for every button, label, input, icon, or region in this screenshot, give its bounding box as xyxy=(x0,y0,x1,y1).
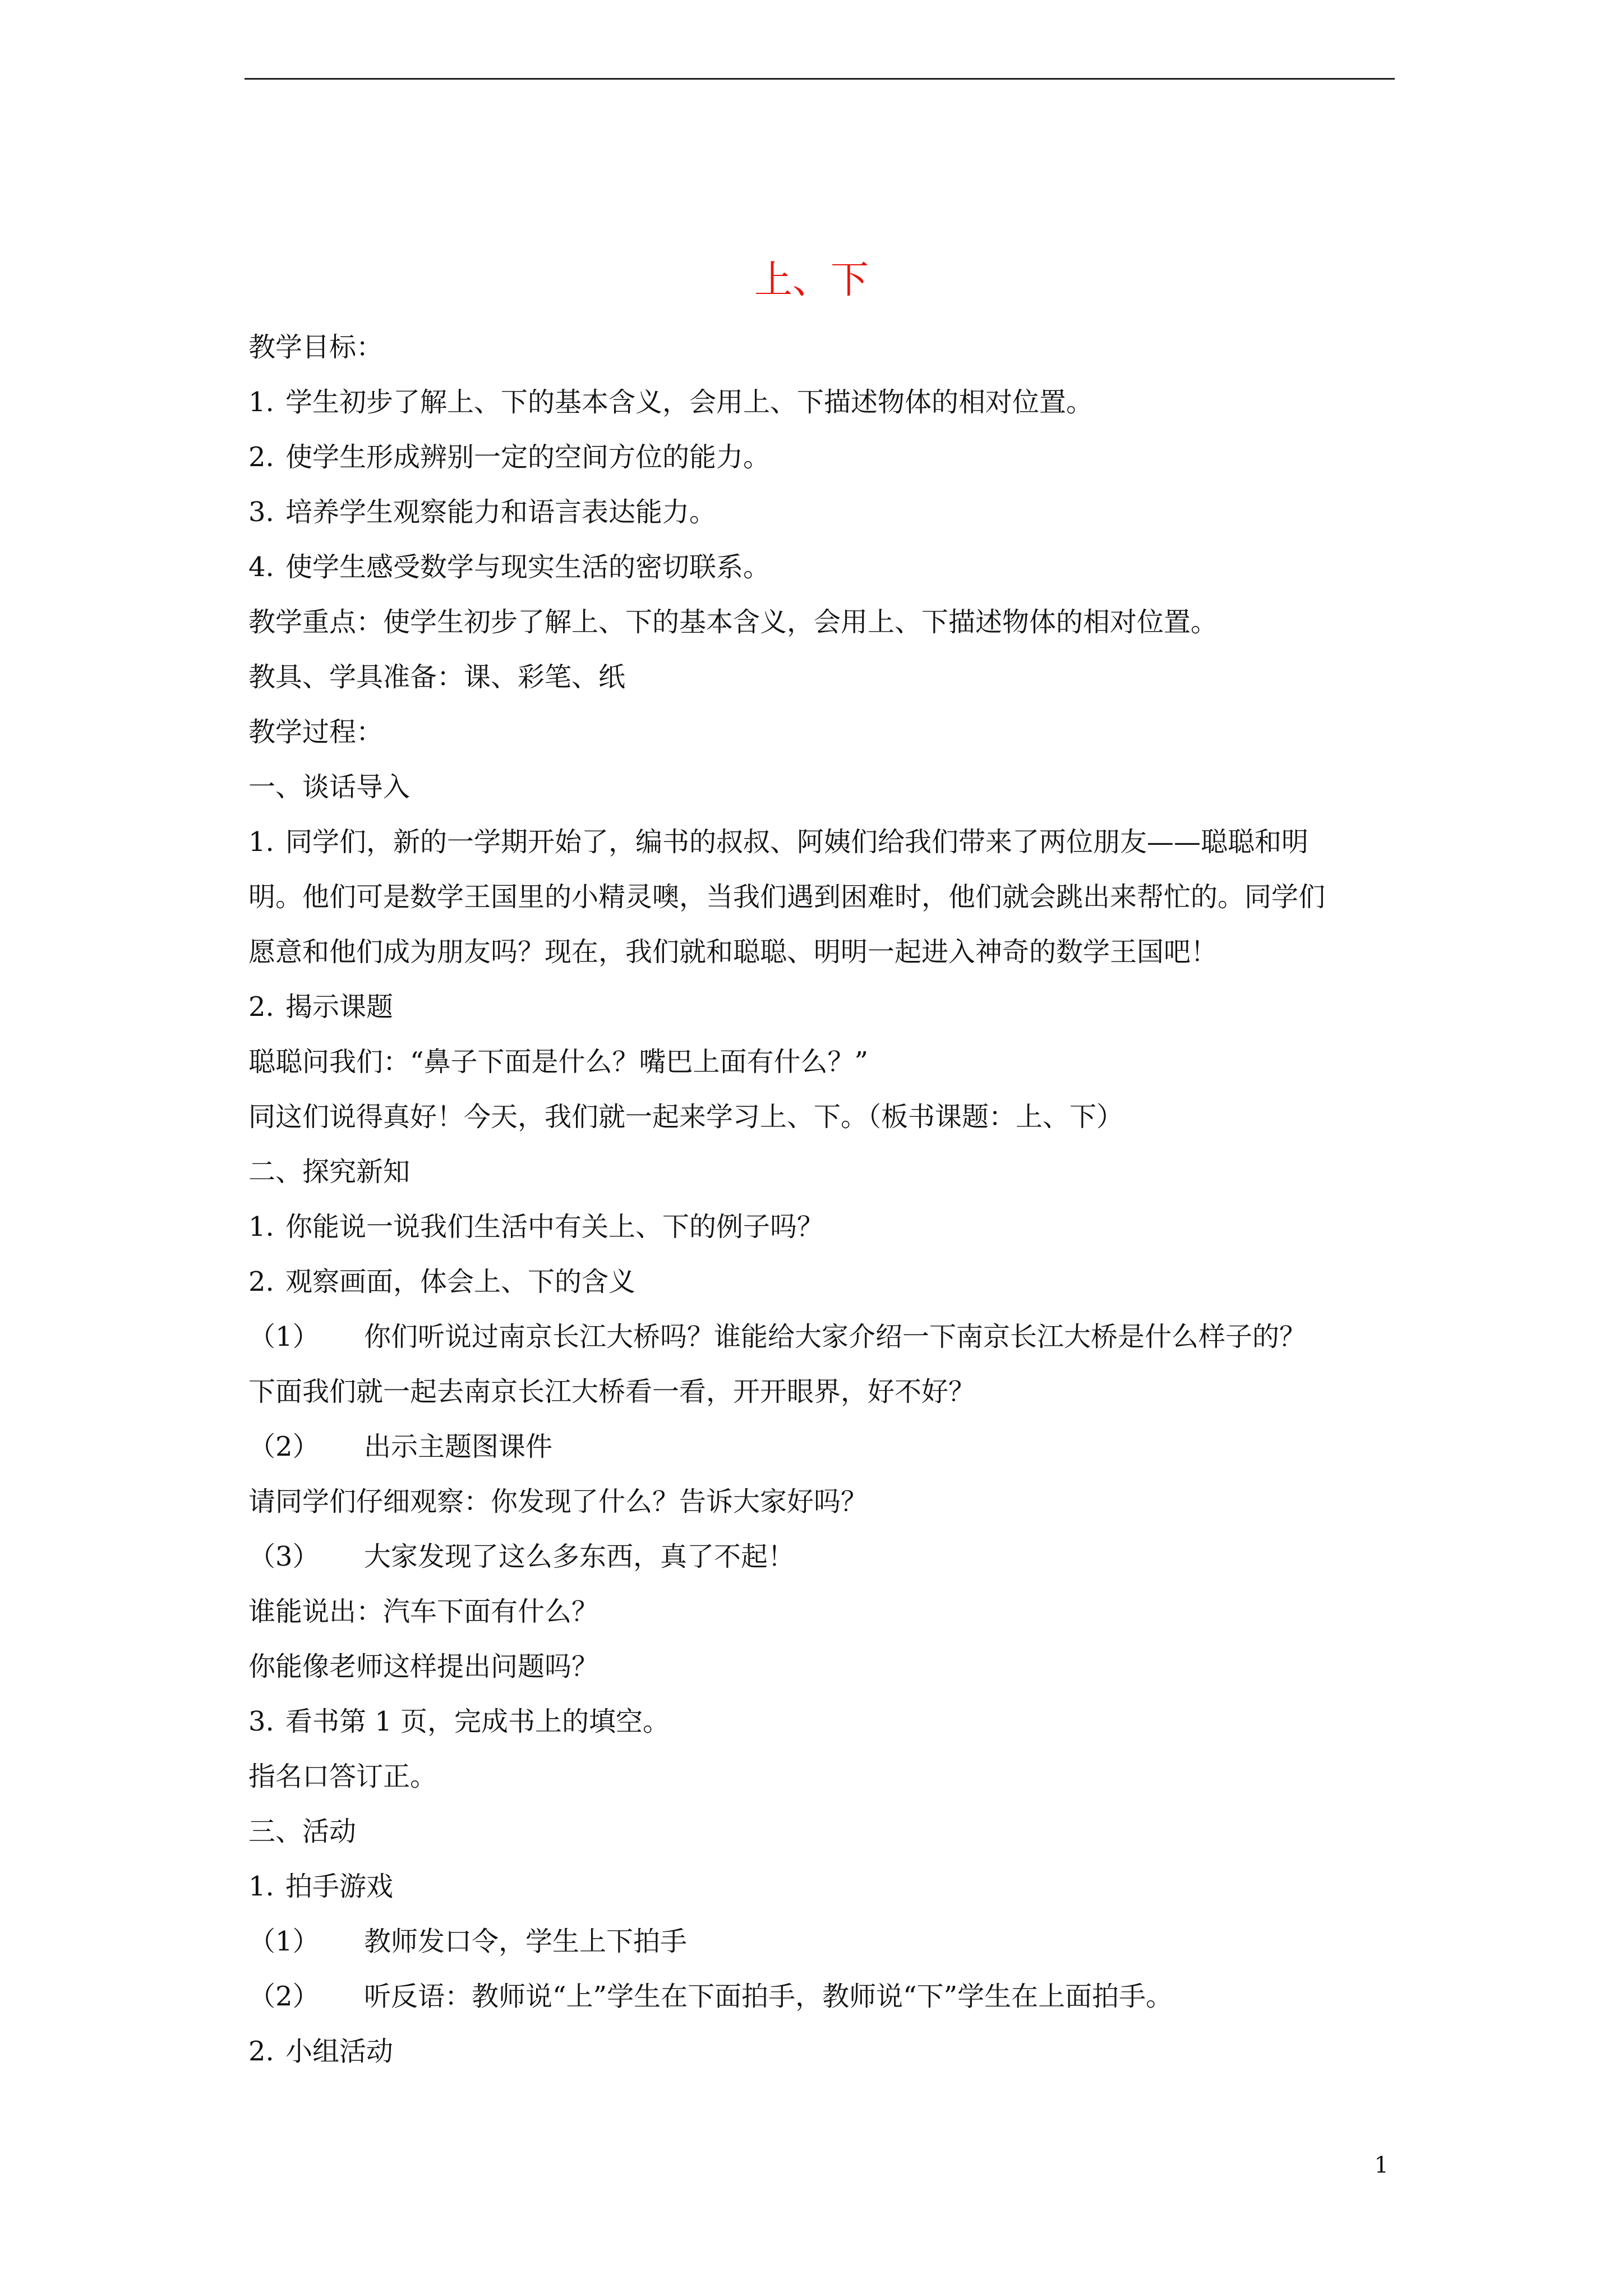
text-line xyxy=(248,869,1393,924)
line-text: 三、活动 xyxy=(248,1816,357,1847)
text-line xyxy=(248,1914,1393,1969)
text-line xyxy=(248,1144,1393,1199)
text-line xyxy=(248,815,1393,869)
text-line xyxy=(248,375,1393,430)
document-body xyxy=(248,320,1393,2079)
text-line xyxy=(248,1254,1393,1309)
text-line xyxy=(248,2024,1393,2079)
line-text: 请同学们仔细观察：你发现了什么？告诉大家好吗？ xyxy=(248,1486,868,1517)
text-line xyxy=(248,1639,1393,1694)
sub-item-number: （2） xyxy=(248,1431,320,1462)
text-line xyxy=(248,1969,1393,2024)
text-line xyxy=(248,1034,1393,1089)
line-text: 大家发现了这么多东西，真了不起！ xyxy=(364,1541,795,1572)
line-text: 教具、学具准备：课、彩笔、纸 xyxy=(248,661,626,693)
line-text: 看书第 1 页，完成书上的填空。 xyxy=(285,1706,670,1737)
text-line xyxy=(248,650,1393,705)
list-number: 1. xyxy=(248,1871,274,1902)
list-number: 2. xyxy=(248,991,274,1023)
list-number: 4. xyxy=(248,551,274,583)
line-text: 聪聪问我们：“鼻子下面是什么？嘴巴上面有什么？” xyxy=(248,1046,869,1078)
list-number: 2. xyxy=(248,441,274,473)
line-text: 一、谈话导入 xyxy=(248,771,411,803)
line-text: 小组活动 xyxy=(285,2036,394,2067)
sub-item-number: （2） xyxy=(248,1981,320,2012)
text-line xyxy=(248,1419,1393,1474)
text-line xyxy=(248,540,1393,595)
header-rule xyxy=(245,78,1395,80)
text-line xyxy=(248,760,1393,815)
text-line xyxy=(248,1584,1393,1639)
text-line xyxy=(248,595,1393,650)
line-text: 你能说一说我们生活中有关上、下的例子吗？ xyxy=(285,1211,824,1243)
line-text: 二、探究新知 xyxy=(248,1156,411,1188)
text-line xyxy=(248,1474,1393,1529)
text-line xyxy=(248,320,1393,375)
line-text: 明。他们可是数学王国里的小精灵噢，当我们遇到困难时，他们就会跳出来帮忙的。同学们 xyxy=(248,881,1326,913)
line-text: 揭示课题 xyxy=(285,991,394,1023)
text-line xyxy=(248,430,1393,485)
list-number: 1. xyxy=(248,826,274,858)
sub-item-number: （1） xyxy=(248,1321,320,1352)
text-line xyxy=(248,1199,1393,1254)
text-line xyxy=(248,485,1393,540)
line-text: 谁能说出：汽车下面有什么？ xyxy=(248,1596,599,1627)
list-number: 3. xyxy=(248,496,274,528)
line-text: 你能像老师这样提出问题吗？ xyxy=(248,1651,599,1682)
line-text: 观察画面，体会上、下的含义 xyxy=(285,1266,636,1297)
line-text: 指名口答订正。 xyxy=(248,1761,437,1792)
line-text: 教学重点：使学生初步了解上、下的基本含义，会用上、下描述物体的相对位置。 xyxy=(248,606,1218,638)
list-number: 2. xyxy=(248,1266,274,1297)
line-text: 使学生感受数学与现实生活的密切联系。 xyxy=(285,551,771,583)
list-number: 3. xyxy=(248,1706,274,1737)
page-number: 1 xyxy=(1374,2152,1389,2178)
line-text: 学生初步了解上、下的基本含义，会用上、下描述物体的相对位置。 xyxy=(285,386,1094,418)
text-line xyxy=(248,1859,1393,1914)
text-line xyxy=(248,1529,1393,1584)
line-text: 教学目标： xyxy=(248,332,384,363)
line-text: 培养学生观察能力和语言表达能力。 xyxy=(285,496,717,528)
document-title: 上、下 xyxy=(754,258,869,302)
line-text: 下面我们就一起去南京长江大桥看一看，开开眼界，好不好？ xyxy=(248,1376,976,1407)
list-number: 1. xyxy=(248,386,274,418)
text-line xyxy=(248,1309,1393,1364)
text-line xyxy=(248,1804,1393,1859)
line-text: 教学过程： xyxy=(248,716,384,748)
text-line xyxy=(248,979,1393,1034)
line-text: 同学们，新的一学期开始了，编书的叔叔、阿姨们给我们带来了两位朋友——聪聪和明 xyxy=(285,826,1309,858)
sub-item-number: （3） xyxy=(248,1541,320,1572)
text-line xyxy=(248,1694,1393,1749)
text-line xyxy=(248,1749,1393,1804)
line-text: 拍手游戏 xyxy=(285,1871,394,1902)
text-line xyxy=(248,1089,1393,1144)
line-text: 出示主题图课件 xyxy=(364,1431,553,1462)
line-text: 听反语：教师说“上”学生在下面拍手，教师说“下”学生在上面拍手。 xyxy=(364,1981,1173,2012)
list-number: 2. xyxy=(248,2036,274,2067)
line-text: 愿意和他们成为朋友吗？现在，我们就和聪聪、明明一起进入神奇的数学王国吧！ xyxy=(248,936,1218,968)
line-text: 你们听说过南京长江大桥吗？谁能给大家介绍一下南京长江大桥是什么样子的？ xyxy=(364,1321,1307,1352)
list-number: 1. xyxy=(248,1211,274,1243)
line-text: 使学生形成辨别一定的空间方位的能力。 xyxy=(285,441,771,473)
sub-item-number: （1） xyxy=(248,1926,320,1957)
line-text: 教师发口令，学生上下拍手 xyxy=(364,1926,688,1957)
text-line xyxy=(248,924,1393,979)
line-text: 同这们说得真好！今天，我们就一起来学习上、下。（板书课题：上、下） xyxy=(248,1101,1124,1133)
text-line xyxy=(248,705,1393,760)
text-line xyxy=(248,1364,1393,1419)
